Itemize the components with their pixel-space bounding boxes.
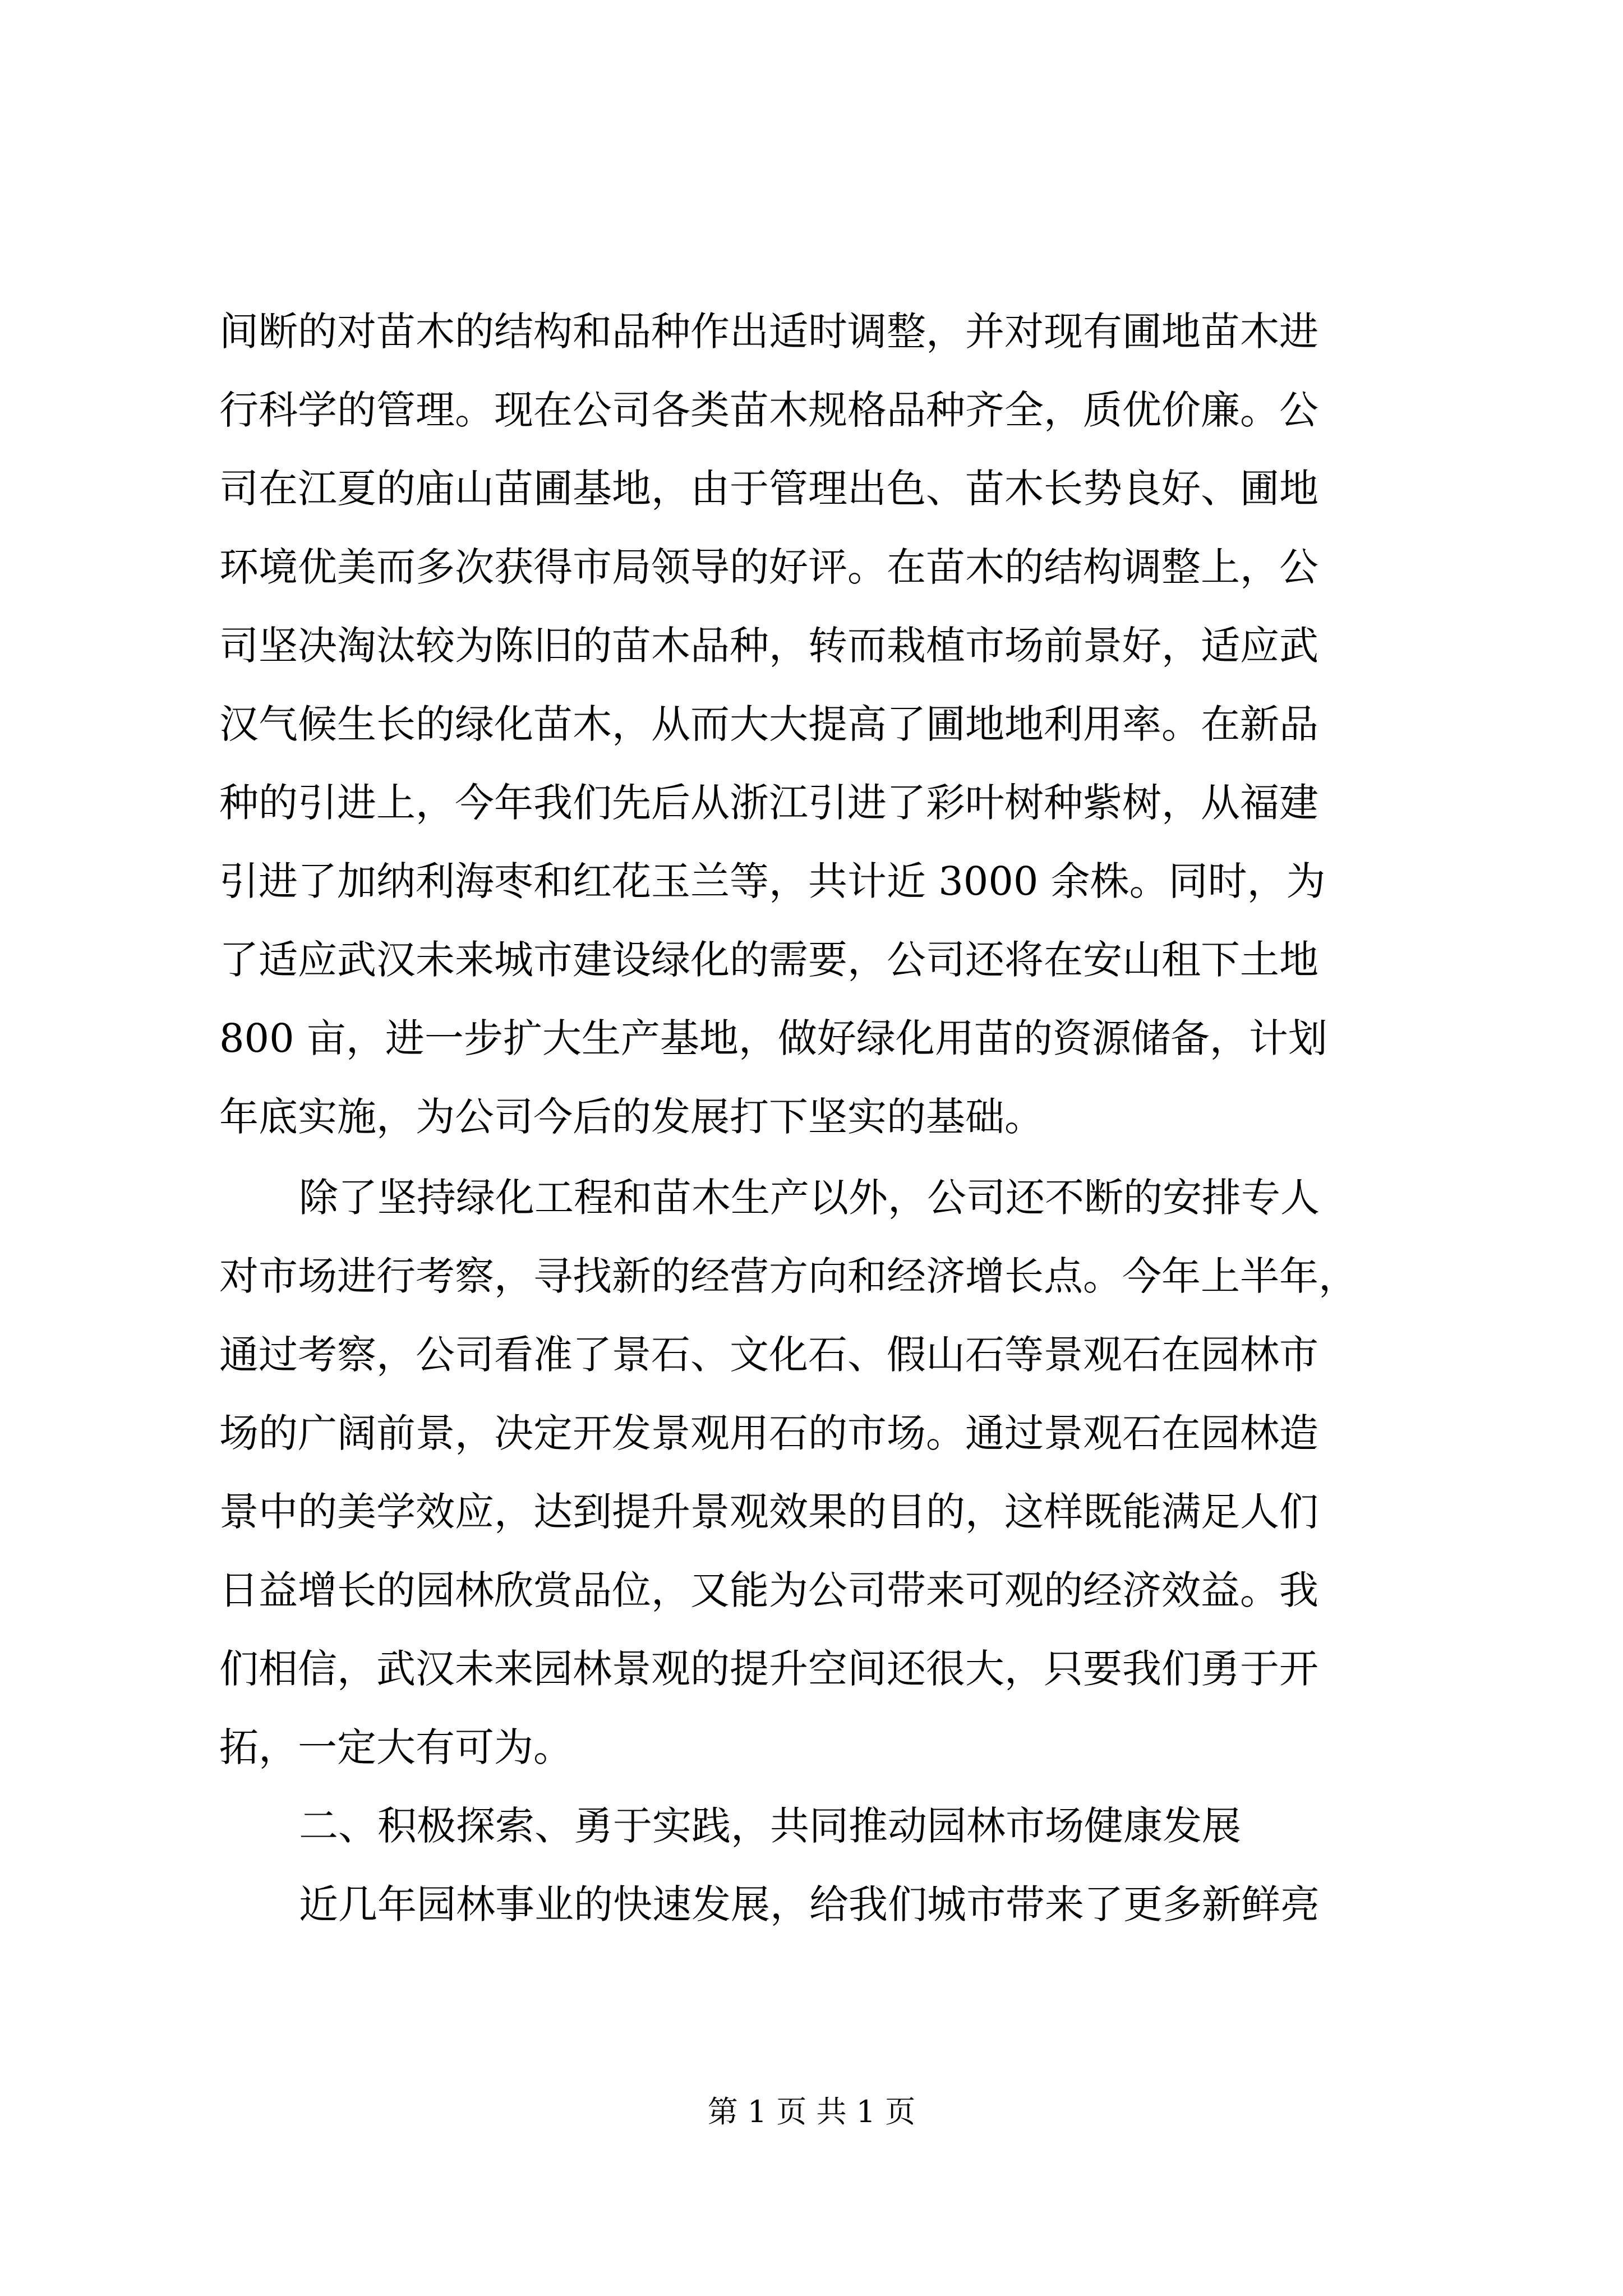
- body-line-text: 年底实施，为公司今后的发展打下坚实的基础。: [219, 1094, 1044, 1140]
- body-line: [0, 850, 1623, 912]
- body-line: [0, 301, 1623, 362]
- body-line-text: 除了坚持绿化工程和苗木生产以外，公司还不断的安排专人: [299, 1175, 1320, 1221]
- body-line-text: 景中的美学效应，达到提升景观效果的目的，这样既能满足人们: [219, 1489, 1318, 1535]
- body-line: [0, 1874, 1623, 1935]
- body-line: [0, 1481, 1623, 1543]
- body-line-text: 了适应武汉未来城市建设绿化的需要，公司还将在安山租下土地: [219, 937, 1318, 983]
- body-line-text: 引进了加纳利海枣和红花玉兰等，共计近 3000 余株。同时，为: [219, 858, 1326, 904]
- body-line-text: 间断的对苗木的结构和品种作出适时调整，并对现有圃地苗木进: [219, 309, 1318, 355]
- body-line: [0, 1167, 1623, 1228]
- body-line-text: 们相信，武汉未来园林景观的提升空间还很大，只要我们勇于开: [219, 1646, 1318, 1692]
- body-line-text: 种的引进上，今年我们先后从浙江引进了彩叶树种紫树，从福建: [219, 780, 1318, 826]
- body-line: [0, 693, 1623, 755]
- body-line: [0, 1402, 1623, 1464]
- body-line: [0, 1559, 1623, 1621]
- body-line: [0, 536, 1623, 598]
- page-footer: 第 1 页 共 1 页: [707, 2094, 916, 2129]
- body-line-text: 800 亩，进一步扩大生产基地，做好绿化用苗的资源储备，计划: [219, 1015, 1327, 1061]
- body-line-text: 汉气候生长的绿化苗木，从而大大提高了圃地地利用率。在新品: [219, 701, 1318, 747]
- body-line-text: 近几年园林事业的快速发展，给我们城市带来了更多新鲜亮: [299, 1881, 1320, 1927]
- body-line-text: 日益增长的园林欣赏品位，又能为公司带来可观的经济效益。我: [219, 1567, 1318, 1613]
- body-line: [0, 1717, 1623, 1778]
- body-line-text: 拓，一定大有可为。: [219, 1724, 573, 1770]
- body-line: [0, 458, 1623, 519]
- body-line: [0, 1007, 1623, 1069]
- body-line-text: 司坚决淘汰较为陈旧的苗木品种，转而栽植市场前景好，适应武: [219, 623, 1318, 669]
- body-line-text: 环境优美而多次获得市局领导的好评。在苗木的结构调整上，公: [219, 544, 1318, 590]
- body-line: [0, 772, 1623, 834]
- body-line: [0, 615, 1623, 677]
- body-line: [0, 929, 1623, 991]
- body-line: [0, 1324, 1623, 1386]
- section-heading: [0, 1795, 1623, 1857]
- body-line: [0, 1086, 1623, 1148]
- body-line-text: 通过考察，公司看准了景石、文化石、假山石等景观石在园林市: [219, 1332, 1318, 1378]
- body-line-text: 行科学的管理。现在公司各类苗木规格品种齐全，质优价廉。公: [219, 387, 1318, 433]
- body-line: [0, 1245, 1623, 1307]
- body-line: [0, 379, 1623, 441]
- body-line: [0, 1638, 1623, 1700]
- body-line-text: 对市场进行考察，寻找新的经营方向和经济增长点。今年上半年，: [219, 1253, 1358, 1299]
- body-line-text: 司在江夏的庙山苗圃基地，由于管理出色、苗木长势良好、圃地: [219, 466, 1318, 512]
- section-heading-text: 二、积极探索、勇于实践，共同推动园林市场健康发展: [299, 1803, 1241, 1849]
- body-line-text: 场的广阔前景，决定开发景观用石的市场。通过景观石在园林造: [219, 1410, 1318, 1456]
